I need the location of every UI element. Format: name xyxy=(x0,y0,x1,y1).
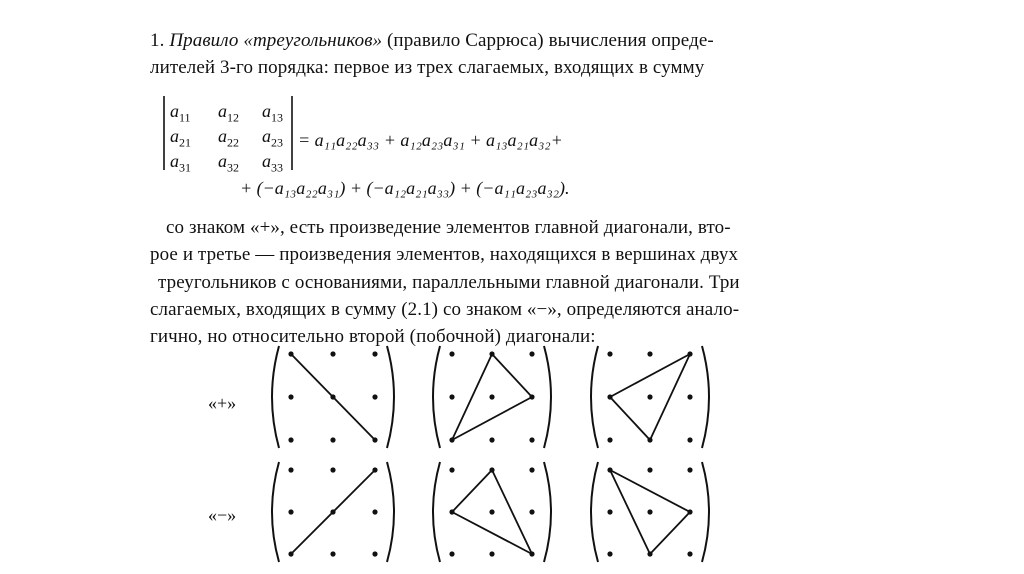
matrix-dot xyxy=(372,467,377,472)
matrix-dot xyxy=(687,509,692,514)
matrix-right-paren xyxy=(544,346,551,448)
matrix-element-12: $a_{12}$ xyxy=(218,101,239,125)
matrix-dot xyxy=(372,394,377,399)
matrix-dot xyxy=(687,437,692,442)
matrix-dot xyxy=(607,394,612,399)
matrix-right-paren xyxy=(387,346,394,448)
matrix-dot xyxy=(529,394,534,399)
matrix-dot xyxy=(529,467,534,472)
matrix-left-paren xyxy=(433,462,440,562)
matrix-dot xyxy=(489,437,494,442)
matrix-element-21: $a_{21}$ xyxy=(170,126,191,150)
matrix-right-paren xyxy=(544,462,551,562)
matrix-dot xyxy=(647,551,652,556)
matrix-dot xyxy=(607,551,612,556)
text-line-3: со знаком «+», есть произведение элементов главной диагонали, вто- xyxy=(166,217,731,238)
plus-sign-label: «+» xyxy=(208,393,237,413)
equation-line-1: = a₁₁a₂₂a₃₃ + a₁₂a₂₃a₃₁ + a₁₃a₂₁a₃₂+ xyxy=(298,130,563,150)
matrix-dot xyxy=(372,509,377,514)
matrix-dot xyxy=(288,351,293,356)
matrix-dot xyxy=(489,394,494,399)
matrix-dot xyxy=(372,437,377,442)
matrix-right-paren xyxy=(702,346,709,448)
matrix-left-paren xyxy=(272,346,279,448)
text-line-4: рое и третье — произведения элементов, находящихся в вершинах двух xyxy=(150,244,739,265)
matrix-left-paren xyxy=(433,346,440,448)
text-line-7: гично, но относительно второй (побочной) диагонали: xyxy=(150,326,596,347)
matrix-right-paren xyxy=(387,462,394,562)
matrix-dot xyxy=(647,437,652,442)
matrix-dot xyxy=(449,467,454,472)
matrix-dot xyxy=(288,551,293,556)
matrix-dot xyxy=(647,394,652,399)
matrix-dot xyxy=(529,351,534,356)
matrix-dot xyxy=(330,551,335,556)
matrix-dot xyxy=(607,437,612,442)
matrix-dot xyxy=(529,437,534,442)
matrix-dot xyxy=(489,551,494,556)
text-line-6: слагаемых, входящих в сумму (2.1) со знаком «−», определяются анало- xyxy=(150,299,740,320)
matrix-dot xyxy=(288,394,293,399)
text-line-2: лителей 3-го порядка: первое из трех слагаемых, входящих в сумму xyxy=(150,57,705,78)
matrix-dot xyxy=(647,509,652,514)
matrix-dot xyxy=(607,509,612,514)
matrix-dot xyxy=(529,509,534,514)
matrix-left-paren xyxy=(591,346,598,448)
matrix-left-paren xyxy=(591,462,598,562)
rule-title: Правило «треугольников» xyxy=(169,30,383,51)
matrix-dot xyxy=(288,437,293,442)
matrix-dot xyxy=(687,467,692,472)
minus-sign-label: «−» xyxy=(208,505,237,525)
matrix-dot xyxy=(449,509,454,514)
rule-number: 1. xyxy=(150,30,170,51)
matrix-dot xyxy=(529,551,534,556)
matrix-dot xyxy=(647,351,652,356)
matrix-left-paren xyxy=(272,462,279,562)
matrix-dot xyxy=(449,551,454,556)
matrix-dot xyxy=(489,509,494,514)
matrix-dot xyxy=(607,351,612,356)
matrix-dot xyxy=(489,351,494,356)
matrix-dot xyxy=(449,437,454,442)
matrix-element-23: $a_{23}$ xyxy=(262,126,283,150)
matrix-dot xyxy=(330,351,335,356)
matrix-dot xyxy=(330,437,335,442)
matrix-element-11: $a_{11}$ xyxy=(170,101,191,125)
rule-description: (правило Саррюса) вычисления опреде- xyxy=(382,30,714,51)
matrix-element-32: $a_{32}$ xyxy=(218,151,239,175)
matrix-element-22: $a_{22}$ xyxy=(218,126,239,150)
matrix-dot xyxy=(330,467,335,472)
matrix-dot xyxy=(449,351,454,356)
matrix-right-paren xyxy=(702,462,709,562)
matrix-dot xyxy=(330,394,335,399)
matrix-dot xyxy=(607,467,612,472)
equation-line-2: + (−a₁₃a₂₂a₃₁) + (−a₁₂a₂₁a₃₃) + (−a₁₁a₂₃a₃₂). xyxy=(240,178,570,198)
text-line-5: треугольников с основаниями, параллельными главной диагонали. Три xyxy=(158,272,740,293)
matrix-dot xyxy=(647,467,652,472)
matrix-dot xyxy=(489,467,494,472)
matrix-dot xyxy=(687,551,692,556)
matrix-dot xyxy=(288,467,293,472)
matrix-element-13: $a_{13}$ xyxy=(262,101,283,125)
matrix-dot xyxy=(687,351,692,356)
matrix-dot xyxy=(687,394,692,399)
matrix-dot xyxy=(372,351,377,356)
matrix-dot xyxy=(330,509,335,514)
matrix-element-31: $a_{31}$ xyxy=(170,151,191,175)
matrix-dot xyxy=(288,509,293,514)
matrix-dot xyxy=(449,394,454,399)
matrix-element-33: $a_{33}$ xyxy=(262,151,283,175)
matrix-dot xyxy=(372,551,377,556)
